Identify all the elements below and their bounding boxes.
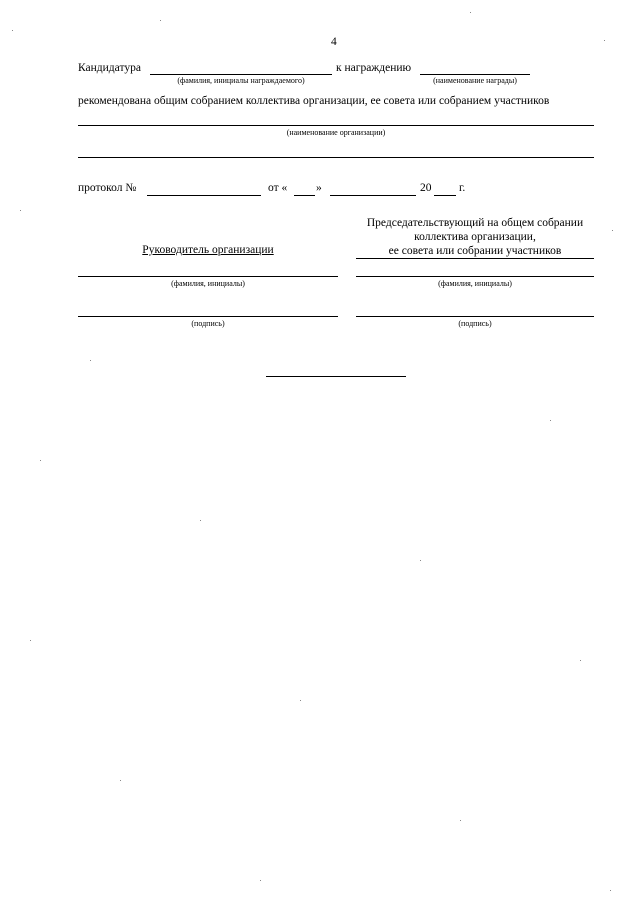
- chairperson-title-underline: [356, 258, 594, 259]
- protocol-year-field[interactable]: [434, 195, 456, 196]
- award-name-caption: (наименование награды): [433, 76, 517, 85]
- head-signature-caption: (подпись): [191, 319, 225, 328]
- date-close-quote: »: [316, 182, 322, 194]
- head-name-field[interactable]: [78, 276, 338, 277]
- award-label: к награждению: [336, 62, 412, 74]
- chairperson-title-line1: Председательствующий на общем собрании: [366, 217, 584, 229]
- head-name-caption: (фамилия, инициалы): [171, 279, 245, 288]
- organization-name-caption: (наименование организации): [286, 128, 386, 137]
- chairperson-signature-field[interactable]: [356, 316, 594, 317]
- head-signature-field[interactable]: [78, 316, 338, 317]
- award-name-field[interactable]: [420, 74, 530, 75]
- protocol-day-field[interactable]: [294, 195, 315, 196]
- protocol-label: протокол №: [78, 182, 137, 194]
- nominee-name-caption: (фамилия, инициалы награждаемого): [177, 76, 305, 85]
- organization-name-field-line2[interactable]: [78, 157, 594, 158]
- candidacy-label: Кандидатура: [78, 62, 141, 74]
- chairperson-name-caption: (фамилия, инициалы): [438, 279, 512, 288]
- protocol-number-field[interactable]: [147, 195, 261, 196]
- date-open-quote: от «: [268, 182, 288, 194]
- nominee-name-field[interactable]: [150, 74, 332, 75]
- chairperson-title-line2: коллектива организации,: [414, 231, 536, 243]
- chairperson-title-line3: ее совета или собрании участников: [388, 245, 562, 257]
- chairperson-name-field[interactable]: [356, 276, 594, 277]
- recommendation-text: рекомендована общим собранием коллектива организации, ее совета или собранием участников: [78, 95, 550, 107]
- year-suffix: г.: [459, 182, 466, 194]
- organization-name-field[interactable]: [78, 125, 594, 126]
- year-prefix: 20: [420, 182, 432, 194]
- head-of-organization-title: Руководитель организации: [142, 244, 274, 256]
- page-number: 4: [331, 36, 337, 48]
- protocol-month-field[interactable]: [330, 195, 416, 196]
- end-separator-line: [266, 376, 406, 377]
- chairperson-signature-caption: (подпись): [458, 319, 492, 328]
